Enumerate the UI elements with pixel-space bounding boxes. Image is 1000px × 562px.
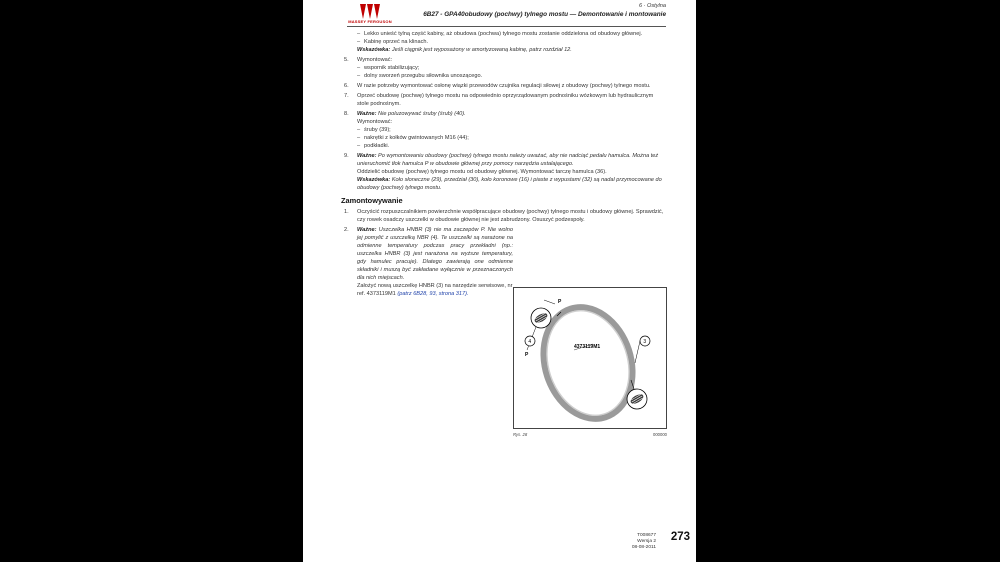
step-number: 6. xyxy=(344,83,349,89)
important-label: Ważne: xyxy=(357,227,377,233)
header-section: 6 · Ostylna xyxy=(638,3,666,9)
footer-date: 08-08-2011 xyxy=(631,545,656,551)
note xyxy=(343,176,665,192)
label-p-bottom: P xyxy=(525,352,529,358)
list-item: – dolny sworzeń przegubu siłownika unoszącego. xyxy=(343,72,665,80)
list-item: – śruby (39); xyxy=(343,126,665,134)
figure-caption-text: Rys. 28 xyxy=(513,432,528,437)
label-4: 4 xyxy=(528,339,532,345)
note-text: Koło słoneczne (29), przedział (30), koło koronowe (16) i piaste z wypustami (32) są nadal przymocowane do obudowy (pochwy) tylnego mostu. xyxy=(357,177,662,191)
step-9 xyxy=(343,152,665,168)
page-footer xyxy=(632,533,656,552)
cross-reference-link[interactable]: (patrz 6B28, 93, strona 317). xyxy=(397,291,469,297)
install-step-2 xyxy=(343,226,513,282)
list-item: – Kabinę oprzeć na klinach. xyxy=(343,38,665,46)
step-subtext: Wymontować: xyxy=(357,119,393,125)
list-item: – wspornik stabilizujący; xyxy=(343,64,665,72)
important-text: Po wymontowaniu obudowy (pochwy) tylnego mostu należy uważać, aby nie nadciąć pedału hamulca. Można też unieruchomić tłok hamulca P w obudowie głównej przy pomocy narzędzia ustalającego. xyxy=(357,153,659,167)
note-label: Wskazówka: xyxy=(357,177,391,183)
part-number-label: 4373119M1 xyxy=(574,344,601,350)
note-label: Wskazówka: xyxy=(357,47,391,53)
list-item: – podkładki. xyxy=(343,142,665,150)
list-item: – nakrętki z kołków gwintowanych M16 (44); xyxy=(343,134,665,142)
step-subtext xyxy=(343,282,513,298)
step-8 xyxy=(343,110,665,118)
page-content xyxy=(343,30,665,298)
page-number: 273 xyxy=(670,531,690,543)
step-7 xyxy=(343,92,665,108)
footer-doc-number: T008677 xyxy=(637,533,656,538)
step-number: 7. xyxy=(344,93,349,99)
label-3: 3 xyxy=(643,339,647,345)
label-p-top: P xyxy=(558,299,562,305)
step-number: 9. xyxy=(344,153,349,159)
step-number: 5. xyxy=(344,57,349,63)
list-item: – Lekko unieść tylną część kabiny, aż obudowa (pochwa) tylnego mostu zostanie oddzielona od obudowy głównej. xyxy=(343,30,665,38)
important-label: Ważne: xyxy=(357,153,377,159)
step-text: W razie potrzeby wymontować osłonę wiązki przewodów czujnika regulacji siłowej z obudowy (pochwy) tylnego mostu. xyxy=(357,83,651,89)
step-6 xyxy=(343,82,665,90)
footer-version: Wersja 2 xyxy=(637,539,656,545)
note xyxy=(343,46,665,54)
figure-28 xyxy=(513,287,667,429)
manual-page xyxy=(303,0,696,562)
step-number: 8. xyxy=(344,111,349,117)
step-subtext: Oddzielić obudowę (pochwę) tylnego mostu od obudowy głównej. Wymontować tarczę hamulca (36). xyxy=(357,169,607,175)
header-divider xyxy=(347,26,666,27)
important-label: Ważne: xyxy=(357,111,377,117)
section-heading: Zamontowywanie xyxy=(341,196,403,205)
install-step-1 xyxy=(343,208,665,224)
step-text: Oprzeć obudowę (pochwę) tylnego mostu na odpowiednio oprzyrządowanym podnośniku wózkowym lub hydraulicznym stole podnośnym. xyxy=(357,93,654,107)
step-text: Wymontować: xyxy=(357,57,393,63)
figure-caption xyxy=(513,432,667,437)
important-text: Nie poluzowywać śruby (śrub) (40). xyxy=(378,111,466,117)
figure-code: 000000 xyxy=(653,432,667,437)
step-number: 2. xyxy=(344,227,349,233)
step-number: 1. xyxy=(344,209,349,215)
important-text: Uszczelka HNBR (3) nie ma zaczepów P. Nie wolno jej pomylić z uszczelką NBR (4). Te uszczelki są narażone na odmienne temperatury podczas pracy przekładni (np.: uszczelka HNBR (3) jest narażona na wyższe temperatury, gdy hamulec pracuje). Dlatego zawierają one odmienne składniki i muszą być zakładane wyłącznie w przeznaczonych dla nich miejscach. xyxy=(357,227,513,281)
install-step-2-block xyxy=(343,226,513,298)
brand-logo-text: MASSEY FERGUSON xyxy=(348,19,392,24)
note-text: Jeśli ciągnik jest wyposażony w amortyzowaną kabinę, patrz rozdział 12. xyxy=(391,47,572,53)
step-text: Oczyścić rozpuszczalnikiem powierzchnie współpracujące obudowy (pochwy) tylnego mostu i obudowy głównej. Sprawdzić, czy rowek osadczy uszczelki w obudowie głównej nie jest zabrudzony. Osuszyć podzespoły. xyxy=(357,209,664,223)
step-5 xyxy=(343,56,665,64)
seal-ring-illustration xyxy=(514,288,667,429)
brand-logo xyxy=(347,4,393,26)
triple-triangle-logo-icon xyxy=(360,4,380,19)
step-subtext-text: Założyć nową uszczelkę HNBR (3) na narzędzie serwisowe, nr ref. 4373119M1 xyxy=(357,283,513,297)
header-title: 6B27 - GPA40obudowy (pochwy) tylnego mostu — Demontowanie i montowanie xyxy=(423,11,666,18)
